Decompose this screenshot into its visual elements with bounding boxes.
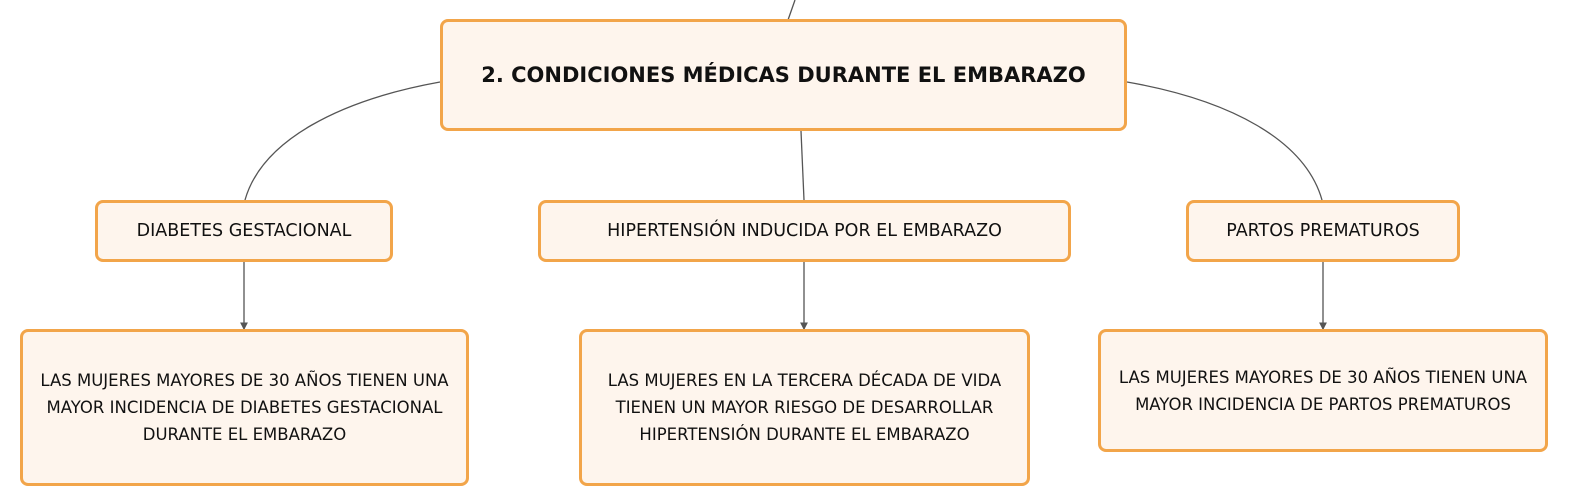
root-node-label: 2. CONDICIONES MÉDICAS DURANTE EL EMBARAZO — [481, 63, 1086, 87]
branch-node-partos[interactable] — [1186, 200, 1460, 262]
branch-node-label: PARTOS PREMATUROS — [1226, 221, 1420, 241]
detail-node-diabetes[interactable] — [20, 329, 469, 486]
branch-node-label: DIABETES GESTACIONAL — [136, 221, 352, 241]
connector-root-to-partos — [1127, 82, 1322, 200]
connector-incoming — [788, 0, 795, 20]
branch-node-label: HIPERTENSIÓN INDUCIDA POR EL EMBARAZO — [607, 221, 1002, 241]
detail-node-text: LAS MUJERES MAYORES DE 30 AÑOS TIENEN UNA MAYOR INCIDENCIA DE DIABETES GESTACIONAL DURANTE EL EMBARAZO — [40, 371, 449, 444]
branch-node-hipertension[interactable] — [538, 200, 1071, 262]
detail-node-hipertension[interactable] — [579, 329, 1030, 486]
root-node[interactable] — [440, 19, 1127, 131]
detail-node-text: LAS MUJERES EN LA TERCERA DÉCADA DE VIDA TIENEN UN MAYOR RIESGO DE DESARROLLAR HIPERTENSIÓN DURANTE EL EMBARAZO — [607, 371, 1002, 444]
detail-node-partos[interactable] — [1098, 329, 1548, 452]
connector-root-to-diabetes — [245, 82, 440, 200]
branch-node-diabetes[interactable] — [95, 200, 393, 262]
connector-root-to-hipertension — [801, 131, 804, 200]
detail-node-text: LAS MUJERES MAYORES DE 30 AÑOS TIENEN UNA MAYOR INCIDENCIA DE PARTOS PREMATUROS — [1118, 367, 1528, 414]
